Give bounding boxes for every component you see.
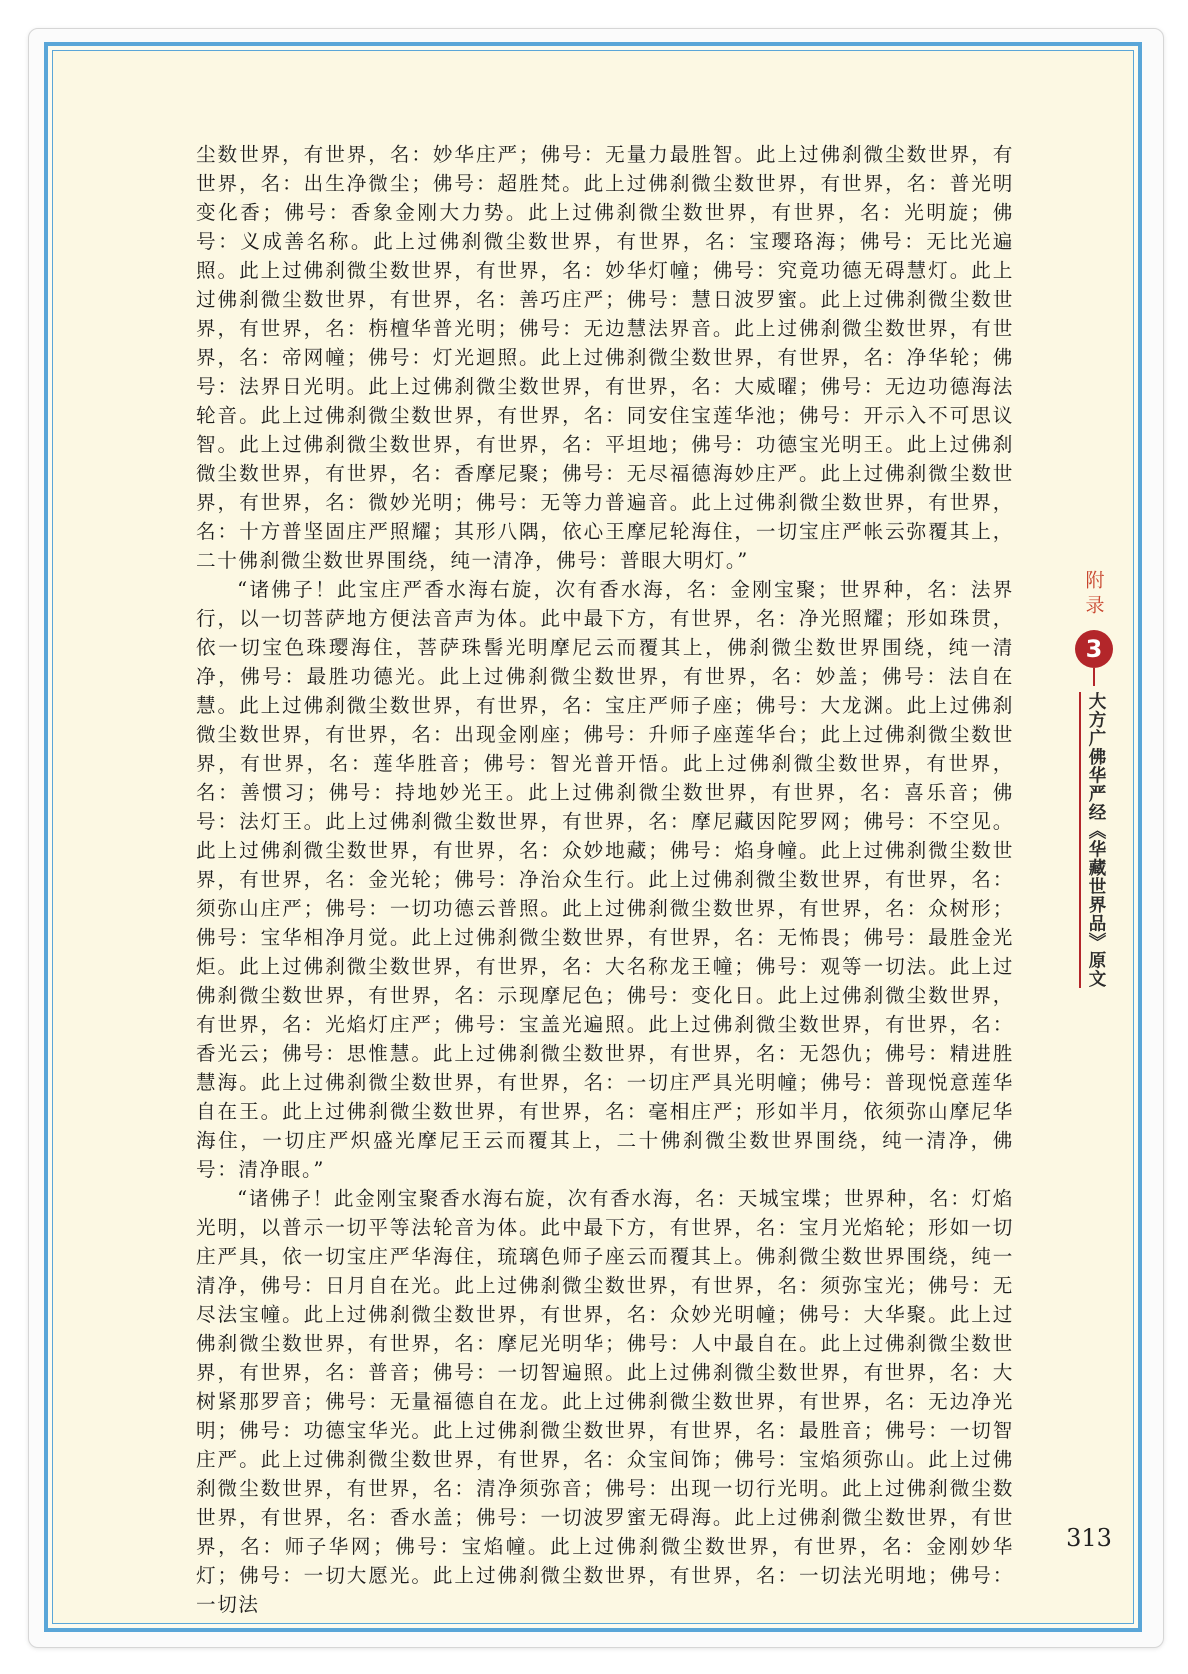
chapter-number-badge: 3 (1075, 630, 1113, 668)
appendix-label: 附录 (1082, 570, 1105, 620)
side-tab (1064, 570, 1124, 988)
paragraph-1: 尘数世界，有世界，名：妙华庄严；佛号：无量力最胜智。此上过佛刹微尘数世界，有世界，名：出生净微尘；佛号：超胜梵。此上过佛刹微尘数世界，有世界，名：普光明变化香；佛号：香象金刚大力势。此上过佛刹微尘数世界，有世界，名：光明旋；佛号：义成善名称。此上过佛刹微尘数世界，有世界，名：宝璎珞海；佛号：无比光遍照。此上过佛刹微尘数世界，有世界，名：妙华灯幢；佛号：究竟功德无碍慧灯。此上过佛刹微尘数世界，有世界，名：善巧庄严；佛号：慧日波罗蜜。此上过佛刹微尘数世界，有世界，名：栴檀华普光明；佛号：无边慧法界音。此上过佛刹微尘数世界，有世界，名：帝网幢；佛号：灯光迴照。此上过佛刹微尘数世界，有世界，名：净华轮；佛号：法界日光明。此上过佛刹微尘数世界，有世界，名：大威曜；佛号：无边功德海法轮音。此上过佛刹微尘数世界，有世界，名：同安住宝莲华池；佛号：开示入不可思议智。此上过佛刹微尘数世界，有世界，名：平坦地；佛号：功德宝光明王。此上过佛刹微尘数世界，有世界，名：香摩尼聚；佛号：无尽福德海妙庄严。此上过佛刹微尘数世界，有世界，名：微妙光明；佛号：无等力普遍音。此上过佛刹微尘数世界，有世界，名：十方普坚固庄严照耀；其形八隅，依心王摩尼轮海住，一切宝庄严帐云弥覆其上，二十佛刹微尘数世界围绕，纯一清净，佛号：普眼大明灯。” (196, 143, 1014, 572)
paragraph-2: “诸佛子！此宝庄严香水海右旋，次有香水海，名：金刚宝聚；世界种，名：法界行，以一切菩萨地方便法音声为体。此中最下方，有世界，名：净光照耀；形如珠贯，依一切宝色珠璎海住，菩萨珠髻光明摩尼云而覆其上，佛刹微尘数世界围绕，纯一清净，佛号：最胜功德光。此上过佛刹微尘数世界，有世界，名：妙盖；佛号：法自在慧。此上过佛刹微尘数世界，有世界，名：宝庄严师子座；佛号：大龙渊。此上过佛刹微尘数世界，有世界，名：出现金刚座；佛号：升师子座莲华台；此上过佛刹微尘数世界，有世界，名：莲华胜音；佛号：智光普开悟。此上过佛刹微尘数世界，有世界，名：善惯习；佛号：持地妙光王。此上过佛刹微尘数世界，有世界，名：喜乐音；佛号：法灯王。此上过佛刹微尘数世界，有世界，名：摩尼藏因陀罗网；佛号：不空见。此上过佛刹微尘数世界，有世界，名：众妙地藏；佛号：焰身幢。此上过佛刹微尘数世界，有世界，名：金光轮；佛号：净治众生行。此上过佛刹微尘数世界，有世界，名：须弥山庄严；佛号：一切功德云普照。此上过佛刹微尘数世界，有世界，名：众树形；佛号：宝华相净月觉。此上过佛刹微尘数世界，有世界，名：无怖畏；佛号：最胜金光炬。此上过佛刹微尘数世界，有世界，名：大名称龙王幢；佛号：观等一切法。此上过佛刹微尘数世界，有世界，名：示现摩尼色；佛号：变化日。此上过佛刹微尘数世界，有世界，名：光焰灯庄严；佛号：宝盖光遍照。此上过佛刹微尘数世界，有世界，名：香光云；佛号：思惟慧。此上过佛刹微尘数世界，有世界，名：无怨仇；佛号：精进胜慧海。此上过佛刹微尘数世界，有世界，名：一切庄严具光明幢；佛号：普现悦意莲华自在王。此上过佛刹微尘数世界，有世界，名：毫相庄严；形如半月，依须弥山摩尼华海住，一切庄严炽盛光摩尼王云而覆其上，二十佛刹微尘数世界围绕，纯一清净，佛号：清净眼。” (196, 578, 1014, 1181)
badge-rule (1093, 668, 1095, 686)
body-text (196, 140, 1014, 1619)
section-title: 大方广佛华严经《华藏世界品》原文 (1079, 692, 1109, 988)
page-number: 313 (1066, 1524, 1112, 1552)
paragraph-3: “诸佛子！此金刚宝聚香水海右旋，次有香水海，名：天城宝堞；世界种，名：灯焰光明，以普示一切平等法轮音为体。此中最下方，有世界，名：宝月光焰轮；形如一切庄严具，依一切宝庄严华海住，琉璃色师子座云而覆其上。佛刹微尘数世界围绕，纯一清净，佛号：日月自在光。此上过佛刹微尘数世界，有世界，名：须弥宝光；佛号：无尽法宝幢。此上过佛刹微尘数世界，有世界，名：众妙光明幢；佛号：大华聚。此上过佛刹微尘数世界，有世界，名：摩尼光明华；佛号：人中最自在。此上过佛刹微尘数世界，有世界，名：普音；佛号：一切智遍照。此上过佛刹微尘数世界，有世界，名：大树紧那罗音；佛号：无量福德自在龙。此上过佛刹微尘数世界，有世界，名：无边净光明；佛号：功德宝华光。此上过佛刹微尘数世界，有世界，名：最胜音；佛号：一切智庄严。此上过佛刹微尘数世界，有世界，名：众宝间饰；佛号：宝焰须弥山。此上过佛刹微尘数世界，有世界，名：清净须弥音；佛号：出现一切行光明。此上过佛刹微尘数世界，有世界，名：香水盖；佛号：一切波罗蜜无碍海。此上过佛刹微尘数世界，有世界，名：师子华网；佛号：宝焰幢。此上过佛刹微尘数世界，有世界，名：金刚妙华灯；佛号：一切大愿光。此上过佛刹微尘数世界，有世界，名：一切法光明地；佛号：一切法 (196, 1187, 1014, 1616)
